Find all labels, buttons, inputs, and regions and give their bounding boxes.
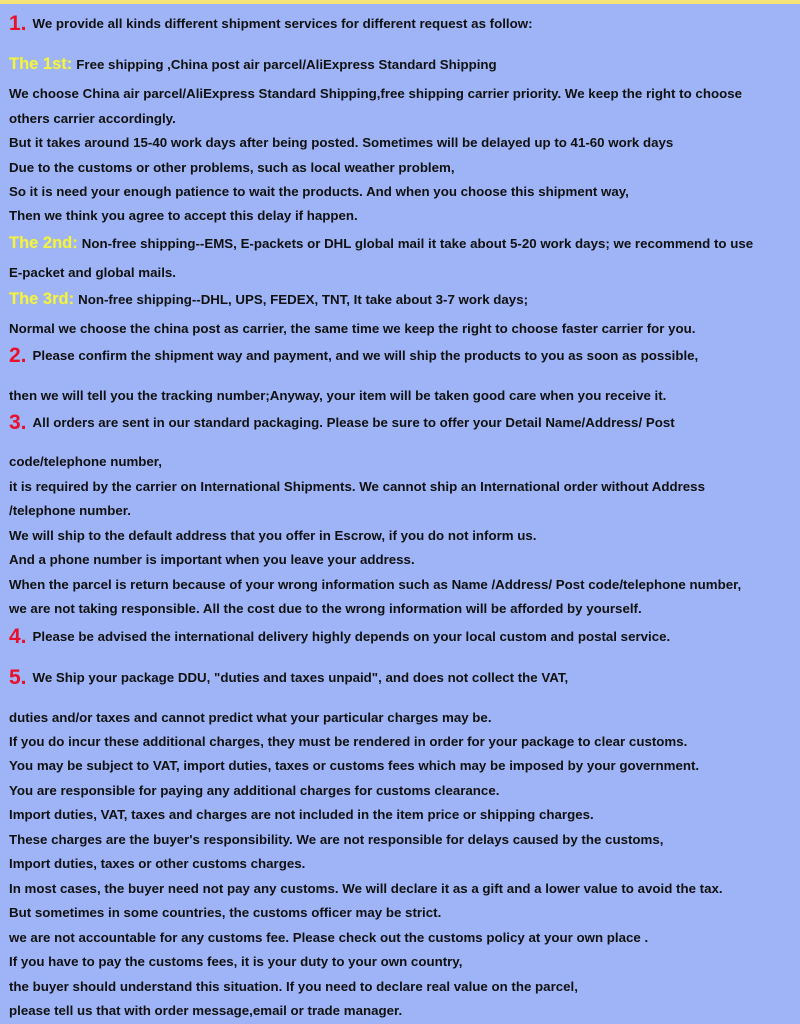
- section-number: 4.: [9, 625, 27, 648]
- section-text: All orders are sent in our standard packaging. Please be sure to offer your Detail Name/Address/ Post: [32, 415, 675, 430]
- text-line: We choose China air parcel/AliExpress Standard Shipping,free shipping carrier priority. We keep the right to choose: [9, 86, 742, 101]
- text-line: please tell us that with order message,email or trade manager.: [9, 1003, 403, 1018]
- option-tag: The 1st:: [9, 55, 73, 73]
- text-line: then we will tell you the tracking number;Anyway, your item will be taken good care when you receive it.: [9, 388, 667, 403]
- text-line: Import duties, taxes or other customs charges.: [9, 856, 306, 871]
- text-line: In most cases, the buyer need not pay any customs. We will declare it as a gift and a lower value to avoid the tax.: [9, 881, 723, 896]
- text-line: we are not accountable for any customs fee. Please check out the customs policy at your own place .: [9, 930, 649, 945]
- text-line: Then we think you agree to accept this delay if happen.: [9, 208, 358, 223]
- text-line: Due to the customs or other problems, such as local weather problem,: [9, 160, 455, 175]
- section-text: Please confirm the shipment way and payment, and we will ship the products to you as soon as possible,: [32, 348, 699, 363]
- option-1st: [9, 56, 497, 73]
- text-line: E-packet and global mails.: [9, 265, 176, 280]
- text-line: we are not taking responsible. All the cost due to the wrong information will be afforded by yourself.: [9, 601, 642, 616]
- text-line: others carrier accordingly.: [9, 111, 176, 126]
- section-5-heading: [9, 666, 569, 689]
- option-tag: The 3rd:: [9, 290, 75, 308]
- option-text: Non-free shipping--EMS, E-packets or DHL global mail it take about 5-20 work days; we recommend to use: [81, 236, 754, 251]
- text-line: Import duties, VAT, taxes and charges are not included in the item price or shipping charges.: [9, 807, 594, 822]
- text-line: And a phone number is important when you leave your address.: [9, 552, 415, 567]
- option-text: Free shipping ,China post air parcel/AliExpress Standard Shipping: [76, 57, 497, 72]
- text-line: So it is need your enough patience to wait the products. And when you choose this shipment way,: [9, 184, 629, 199]
- text-line: When the parcel is return because of your wrong information such as Name /Address/ Post code/telephone number,: [9, 577, 742, 592]
- text-line: You may be subject to VAT, import duties, taxes or customs fees which may be imposed by your government.: [9, 758, 700, 773]
- section-text: We Ship your package DDU, "duties and taxes unpaid", and does not collect the VAT,: [32, 670, 569, 685]
- option-text: Non-free shipping--DHL, UPS, FEDEX, TNT, It take about 3-7 work days;: [78, 292, 529, 307]
- section-number: 1.: [9, 12, 27, 35]
- text-line: If you have to pay the customs fees, it is your duty to your own country,: [9, 954, 463, 969]
- option-3rd: [9, 291, 528, 308]
- section-3-heading: [9, 411, 675, 434]
- option-2nd: [9, 235, 753, 252]
- text-line: code/telephone number,: [9, 454, 162, 469]
- text-line: duties and/or taxes and cannot predict what your particular charges may be.: [9, 710, 492, 725]
- text-line: But it takes around 15-40 work days after being posted. Sometimes will be delayed up to 41-60 work days: [9, 135, 674, 150]
- section-text: We provide all kinds different shipment services for different request as follow:: [32, 16, 533, 31]
- text-line: But sometimes in some countries, the customs officer may be strict.: [9, 905, 442, 920]
- section-number: 2.: [9, 344, 27, 367]
- section-2-heading: [9, 344, 699, 367]
- text-line: it is required by the carrier on International Shipments. We cannot ship an International order without Address: [9, 479, 705, 494]
- section-number: 3.: [9, 411, 27, 434]
- option-tag: The 2nd:: [9, 234, 78, 252]
- section-4-heading: [9, 625, 671, 648]
- text-line: These charges are the buyer's responsibility. We are not responsible for delays caused by the customs,: [9, 832, 664, 847]
- section-number: 5.: [9, 666, 27, 689]
- text-line: If you do incur these additional charges, they must be rendered in order for your package to clear customs.: [9, 734, 688, 749]
- section-text: Please be advised the international delivery highly depends on your local custom and postal service.: [32, 629, 671, 644]
- text-line: the buyer should understand this situation. If you need to declare real value on the parcel,: [9, 979, 578, 994]
- text-line: You are responsible for paying any additional charges for customs clearance.: [9, 783, 500, 798]
- section-1-heading: [9, 12, 533, 35]
- text-line: Normal we choose the china post as carrier, the same time we keep the right to choose faster carrier for you.: [9, 321, 696, 336]
- text-line: We will ship to the default address that you offer in Escrow, if you do not inform us.: [9, 528, 537, 543]
- text-line: /telephone number.: [9, 503, 131, 518]
